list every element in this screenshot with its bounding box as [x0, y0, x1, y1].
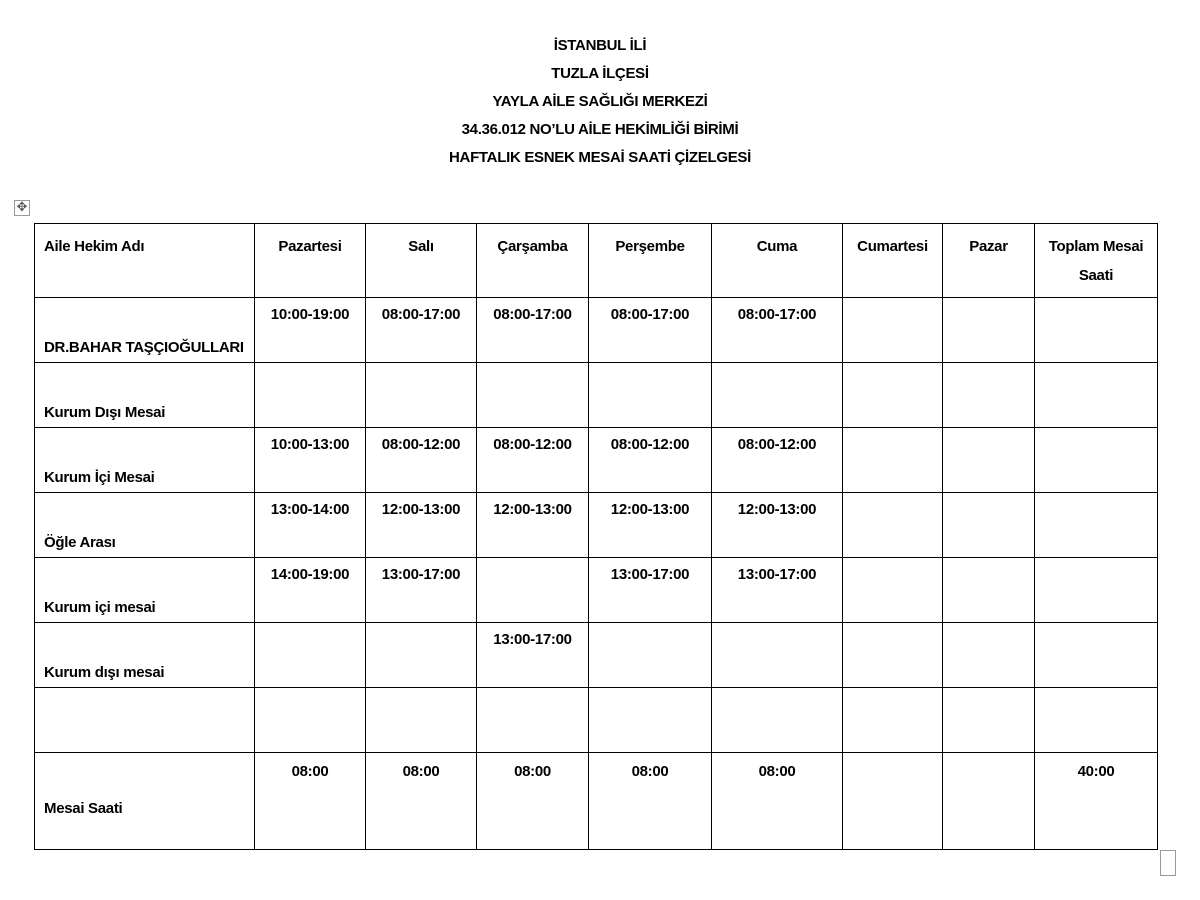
column-header-total-hours: Toplam Mesai Saati [1035, 224, 1158, 298]
row-label: Kurum dışı mesai [44, 664, 165, 681]
cell-value [255, 623, 365, 630]
table-cell [943, 428, 1035, 493]
column-header-wednesday: Çarşamba [477, 224, 589, 298]
table-header-row [35, 224, 1158, 298]
table-cell [843, 558, 943, 623]
table-cell [712, 363, 843, 428]
table-cell [943, 688, 1035, 753]
row-label-cell [35, 298, 255, 363]
table-cell [477, 753, 589, 850]
table-row [35, 428, 1158, 493]
cell-value [255, 363, 365, 370]
table-cell [366, 753, 477, 850]
table-cell [366, 688, 477, 753]
column-header-tuesday: Salı [366, 224, 477, 298]
table-cell [1035, 558, 1158, 623]
table-cell [712, 493, 843, 558]
heading-line-province: İSTANBUL İLİ [553, 37, 647, 54]
cell-value [943, 428, 1034, 435]
table-cell [477, 558, 589, 623]
table-cell [589, 493, 712, 558]
table-cell [255, 688, 366, 753]
table-cell [589, 688, 712, 753]
table-cell [843, 428, 943, 493]
table-cell [1035, 363, 1158, 428]
table-cell [255, 623, 366, 688]
table-cell [589, 558, 712, 623]
table-cell [943, 298, 1035, 363]
column-header-sunday: Pazar [943, 224, 1035, 298]
column-header-monday: Pazartesi [255, 224, 366, 298]
cell-value [1035, 363, 1157, 370]
table-cell [1035, 428, 1158, 493]
document-heading [0, 32, 1200, 172]
column-header-saturday: Cumartesi [843, 224, 943, 298]
cell-value: 08:00 [631, 763, 669, 780]
heading-line-unit: 34.36.012 NO’LU AİLE HEKİMLİĞİ BİRİMİ [461, 121, 739, 138]
heading-line-health-center: YAYLA AİLE SAĞLIĞI MERKEZİ [492, 93, 708, 110]
table-cell [589, 298, 712, 363]
table-cell [255, 753, 366, 850]
table-row [35, 623, 1158, 688]
cell-value [1035, 428, 1157, 435]
table-cell [712, 688, 843, 753]
table-cell [255, 363, 366, 428]
cell-value: 08:00-17:00 [610, 306, 690, 323]
table-cell [589, 363, 712, 428]
table-resize-handle[interactable] [1160, 850, 1176, 876]
table-cell [712, 298, 843, 363]
cell-value: 13:00-14:00 [270, 501, 350, 518]
cell-value [943, 688, 1034, 695]
cell-value: 13:00-17:00 [381, 566, 461, 583]
row-label-cell [35, 493, 255, 558]
table-row [35, 363, 1158, 428]
cell-value: 08:00-12:00 [737, 436, 817, 453]
row-label-cell [35, 688, 255, 753]
cell-value: 12:00-13:00 [381, 501, 461, 518]
cell-value [712, 623, 842, 630]
table-row-total [35, 753, 1158, 850]
cell-value [712, 688, 842, 695]
table-cell [943, 558, 1035, 623]
row-label: Kurum Dışı Mesai [44, 404, 166, 421]
column-header-thursday: Perşembe [589, 224, 712, 298]
cell-value: 10:00-13:00 [270, 436, 350, 453]
column-header-doctor-name: Aile Hekim Adı [35, 224, 255, 298]
table-cell [255, 493, 366, 558]
table-cell [943, 493, 1035, 558]
table-cell [589, 428, 712, 493]
cell-value: 08:00-12:00 [493, 436, 572, 453]
cell-value: 13:00-17:00 [737, 566, 817, 583]
table-cell [712, 753, 843, 850]
row-label-cell [35, 363, 255, 428]
table-cell [843, 363, 943, 428]
cell-value [943, 363, 1034, 370]
table-cell [1035, 753, 1158, 850]
cell-value [366, 688, 476, 695]
cell-value [843, 688, 942, 695]
table-cell [1035, 298, 1158, 363]
table-cell [366, 428, 477, 493]
table-cell [943, 363, 1035, 428]
cell-value: 13:00-17:00 [493, 631, 572, 648]
cell-value [1035, 493, 1157, 500]
cell-value [1035, 298, 1157, 305]
cell-value [843, 493, 942, 500]
cell-value: 08:00 [291, 763, 329, 780]
cell-value [366, 623, 476, 630]
heading-line-schedule-title: HAFTALIK ESNEK MESAİ SAATİ ÇİZELGESİ [449, 149, 751, 166]
table-cell [255, 428, 366, 493]
cell-value: 08:00-12:00 [610, 436, 690, 453]
row-label-cell [35, 428, 255, 493]
table-cell [943, 753, 1035, 850]
table-cell [366, 363, 477, 428]
row-label-cell [35, 558, 255, 623]
cell-value [843, 558, 942, 565]
cell-value [712, 363, 842, 370]
cell-value [477, 363, 588, 370]
cell-value [589, 688, 711, 695]
table-cell [366, 493, 477, 558]
cell-value: 10:00-19:00 [270, 306, 350, 323]
cell-value [255, 688, 365, 695]
table-cell [589, 623, 712, 688]
cell-value [943, 558, 1034, 565]
column-header-friday: Cuma [712, 224, 843, 298]
table-cell [843, 493, 943, 558]
row-label-cell [35, 753, 255, 850]
table-cell [477, 428, 589, 493]
cell-value [843, 363, 942, 370]
table-cell [477, 688, 589, 753]
cell-value [943, 753, 1034, 762]
cell-value [1035, 623, 1157, 630]
row-label: Mesai Saati [44, 800, 123, 817]
table-cell [366, 623, 477, 688]
table-cell [255, 298, 366, 363]
cell-value: 12:00-13:00 [610, 501, 690, 518]
table-cell [712, 558, 843, 623]
cell-value [1035, 688, 1157, 695]
cell-value [477, 688, 588, 695]
table-cell [477, 493, 589, 558]
cell-value: 08:00 [402, 763, 440, 780]
cell-value: 08:00 [514, 763, 551, 780]
table-move-handle-icon[interactable]: ✥ [14, 200, 30, 216]
cell-value [589, 623, 711, 630]
table-cell [366, 558, 477, 623]
table-cell [843, 688, 943, 753]
cell-value [843, 753, 942, 762]
cell-value: 08:00-17:00 [493, 306, 572, 323]
table-cell [843, 623, 943, 688]
table-cell [589, 753, 712, 850]
cell-value [943, 298, 1034, 305]
table-cell [1035, 623, 1158, 688]
cell-value: 40:00 [1077, 763, 1115, 780]
table-cell [1035, 688, 1158, 753]
cell-value: 13:00-17:00 [610, 566, 690, 583]
table-cell [477, 363, 589, 428]
row-label: Kurum İçi Mesai [44, 469, 155, 486]
table-cell [843, 753, 943, 850]
cell-value: 08:00-17:00 [381, 306, 461, 323]
cell-value [366, 363, 476, 370]
cell-value [589, 363, 711, 370]
row-label-cell [35, 623, 255, 688]
cell-value: 12:00-13:00 [737, 501, 817, 518]
cell-value [943, 623, 1034, 630]
cell-value: 12:00-13:00 [493, 501, 572, 518]
row-label: DR.BAHAR TAŞÇIOĞULLARI [44, 339, 244, 356]
table-cell [943, 623, 1035, 688]
cell-value: 08:00-12:00 [381, 436, 461, 453]
table-cell [712, 623, 843, 688]
table-cell [255, 558, 366, 623]
schedule-table [34, 223, 1158, 850]
heading-line-district: TUZLA İLÇESİ [551, 65, 649, 82]
cell-value [843, 428, 942, 435]
cell-value: 08:00-17:00 [737, 306, 817, 323]
table-row [35, 688, 1158, 753]
table-row [35, 298, 1158, 363]
table-cell [1035, 493, 1158, 558]
cell-value: 14:00-19:00 [270, 566, 350, 583]
cell-value [477, 558, 588, 565]
row-label: Öğle Arası [44, 534, 116, 551]
table-cell [477, 623, 589, 688]
cell-value [1035, 558, 1157, 565]
cell-value: 08:00 [758, 763, 796, 780]
table-cell [366, 298, 477, 363]
table-row [35, 493, 1158, 558]
table-row [35, 558, 1158, 623]
table-cell [843, 298, 943, 363]
cell-value [943, 493, 1034, 500]
table-cell [712, 428, 843, 493]
table-cell [477, 298, 589, 363]
row-label: Kurum içi mesai [44, 599, 156, 616]
cell-value [843, 623, 942, 630]
cell-value [843, 298, 942, 305]
